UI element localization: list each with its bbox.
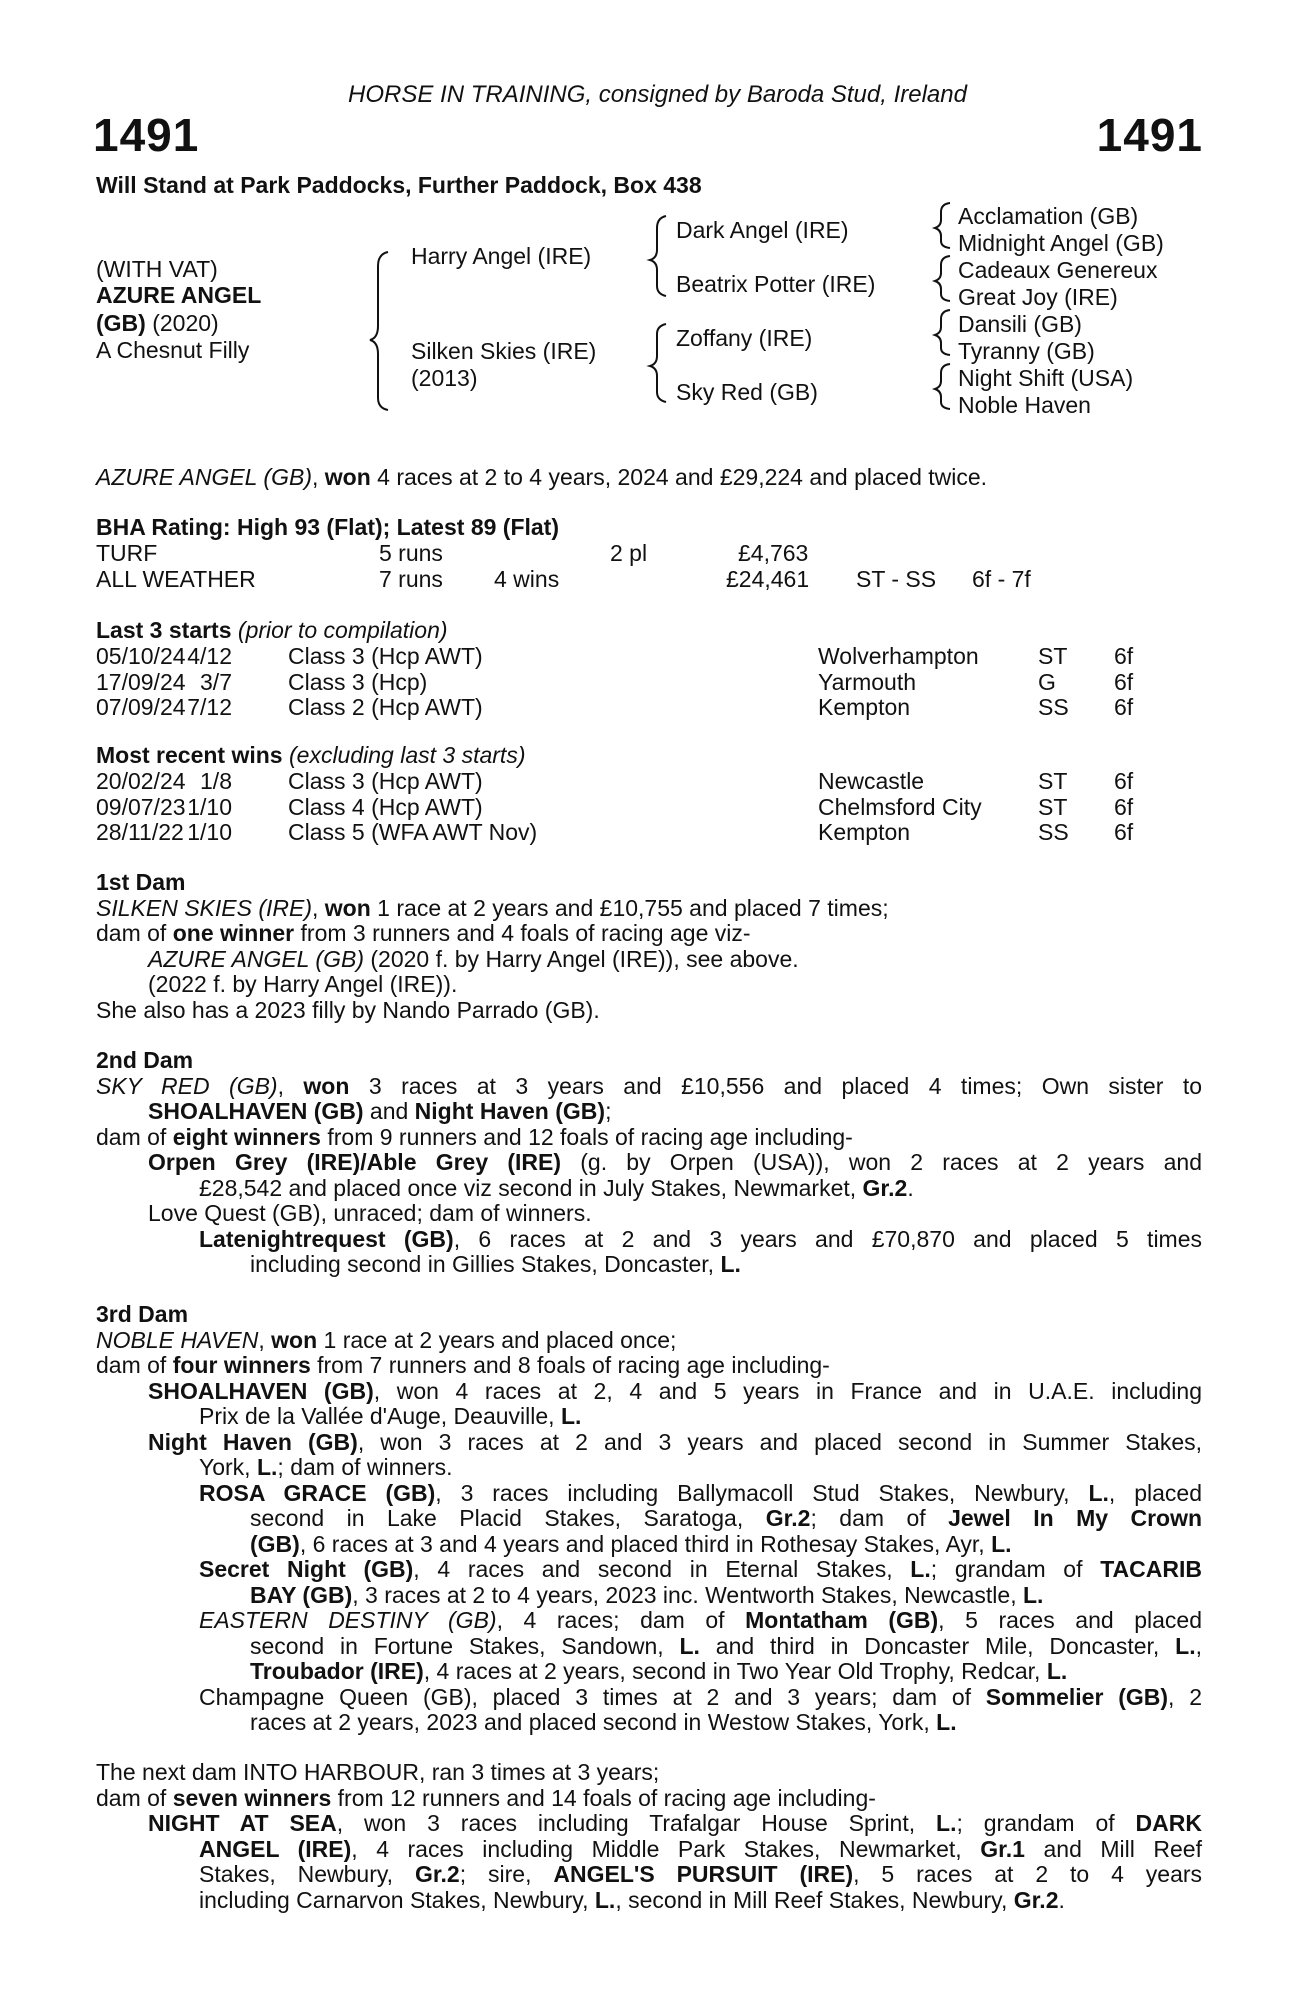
race-cell: Wolverhampton <box>818 643 979 669</box>
vat-label: (WITH VAT) <box>96 256 218 282</box>
second-dam-line: including second in Gillies Stakes, Doncaster, L. <box>250 1251 741 1277</box>
lot-number-right: 1491 <box>1096 109 1203 161</box>
first-dam-line: She also has a 2023 filly by Nando Parrado (GB). <box>96 996 600 1023</box>
race-cell: Kempton <box>818 694 911 720</box>
third-dam-line: SHOALHAVEN (GB), won 4 races at 2, 4 and 5 years in France and in U.A.E. including <box>148 1377 1202 1404</box>
first-dam-line: SILKEN SKIES (IRE), won 1 race at 2 years and £10,755 and placed 7 times; <box>96 894 889 921</box>
race-cell: Class 3 (Hcp) <box>288 668 428 695</box>
second-dam-heading: 2nd Dam <box>96 1047 194 1073</box>
race-cell: Kempton <box>818 819 911 845</box>
next-dam-line: dam of seven winners from 12 runners and 14 foals of racing age including- <box>96 1784 876 1811</box>
race-cell: 6f <box>1114 668 1134 695</box>
third-dam-line: EASTERN DESTINY (GB), 4 races; dam of Montatham (GB), 5 races and placed <box>199 1607 1202 1633</box>
race-cell: Newcastle <box>818 768 925 794</box>
race-cell: 20/02/24 <box>96 768 186 794</box>
race-cell: ST <box>1038 793 1068 820</box>
race-row <box>96 819 1202 845</box>
third-dam-line: Champagne Queen (GB), placed 3 times at 2 and 3 years; dam of Sommelier (GB), 2 <box>199 1683 1202 1710</box>
race-cell: Class 3 (Hcp AWT) <box>288 643 483 669</box>
race-cell: Class 2 (Hcp AWT) <box>288 694 483 720</box>
second-dam-line: SHOALHAVEN (GB) and Night Haven (GB); <box>148 1098 612 1124</box>
third-dam-line: Night Haven (GB), won 3 races at 2 and 3 years and placed second in Summer Stakes, <box>148 1428 1202 1455</box>
race-cell: SS <box>1038 819 1069 845</box>
first-dam-section <box>96 870 1202 1023</box>
third-dam-line: Secret Night (GB), 4 races and second in Eternal Stakes, L.; grandam of TACARIB <box>199 1556 1202 1582</box>
next-dam-line: The next dam INTO HARBOUR, ran 3 times at 3 years; <box>96 1759 660 1785</box>
race-cell: 3/7 <box>200 668 232 695</box>
first-dam-line: dam of one winner from 3 runners and 4 foals of racing age viz- <box>96 920 751 946</box>
sire-sire: Dark Angel (IRE) <box>676 217 849 243</box>
third-dam-line: dam of four winners from 7 runners and 8 foals of racing age including- <box>96 1352 830 1378</box>
race-cell: 6f <box>1114 643 1134 669</box>
dam-sire: Zoffany (IRE) <box>676 325 813 351</box>
second-dam-section <box>96 1048 1202 1278</box>
third-dam-line: Prix de la Vallée d'Auge, Deauville, L. <box>199 1403 582 1429</box>
ssd: Midnight Angel (GB) <box>958 230 1164 256</box>
first-dam-line: (2022 f. by Harry Angel (IRE)). <box>148 971 458 997</box>
sire-dam: Beatrix Potter (IRE) <box>676 271 876 297</box>
stand-location: Will Stand at Park Paddocks, Further Paddock, Box 438 <box>96 172 702 198</box>
third-dam-line: second in Fortune Stakes, Sandown, L. and third in Doncaster Mile, Doncaster, L., <box>250 1632 1202 1659</box>
race-cell: SS <box>1038 694 1069 720</box>
sire-name: Harry Angel (IRE) <box>411 243 592 269</box>
third-dam-line: Troubador (IRE), 4 races at 2 years, second in Two Year Old Trophy, Redcar, L. <box>250 1658 1068 1684</box>
race-row <box>96 794 1202 820</box>
race-cell: 17/09/24 <box>96 668 186 695</box>
recent-wins-heading: Most recent wins (excluding last 3 starts) <box>96 742 526 768</box>
race-cell: 6f <box>1114 768 1134 794</box>
third-dam-line: ROSA GRACE (GB), 3 races including Ballymacoll Stud Stakes, Newbury, L., placed <box>199 1479 1202 1506</box>
next-dam-line: Stakes, Newbury, Gr.2; sire, ANGEL'S PURSUIT (IRE), 5 races at 2 to 4 years <box>199 1861 1203 1887</box>
page-title: HORSE IN TRAINING, consigned by Baroda Stud, Ireland <box>348 81 967 108</box>
bha-rating: BHA Rating: High 93 (Flat); Latest 89 (Flat) <box>96 514 559 540</box>
next-dam-line: NIGHT AT SEA, won 3 races including Trafalgar House Sprint, L.; grandam of DARK <box>148 1810 1202 1836</box>
race-row <box>96 643 1202 669</box>
first-dam-line: AZURE ANGEL (GB) (2020 f. by Harry Angel (IRE)), see above. <box>148 945 799 972</box>
dam-dam: Sky Red (GB) <box>676 379 818 405</box>
third-dam-line: second in Lake Placid Stakes, Saratoga, Gr.2; dam of Jewel In My Crown <box>250 1505 1203 1531</box>
race-cell: 6f <box>1114 793 1134 820</box>
race-summary: AZURE ANGEL (GB), won 4 races at 2 to 4 years, 2024 and £29,224 and placed twice. <box>96 464 988 490</box>
sdd: Great Joy (IRE) <box>958 284 1118 310</box>
dsd: Tyranny (GB) <box>958 338 1095 364</box>
race-row <box>96 669 1202 695</box>
race-cell: Class 4 (Hcp AWT) <box>288 793 483 820</box>
third-dam-line: races at 2 years, 2023 and placed second in Westow Stakes, York, L. <box>250 1709 957 1735</box>
race-cell: 6f <box>1114 694 1134 720</box>
dds: Night Shift (USA) <box>958 365 1134 391</box>
horse-origin-year: (GB) (2020) <box>96 310 219 336</box>
race-cell: ST <box>1038 643 1068 669</box>
next-dam-section <box>96 1760 1202 1913</box>
race-cell: G <box>1038 668 1056 695</box>
dam-name: Silken Skies (IRE) <box>411 338 597 364</box>
third-dam-section <box>96 1302 1202 1736</box>
race-cell: 1/8 <box>200 768 232 794</box>
race-cell: Yarmouth <box>818 668 917 695</box>
sss: Acclamation (GB) <box>958 203 1139 229</box>
race-row <box>96 768 1202 794</box>
ddd: Noble Haven <box>958 392 1091 418</box>
third-dam-line: York, L.; dam of winners. <box>199 1454 453 1480</box>
second-dam-line: SKY RED (GB), won 3 races at 3 years and £10,556 and placed 4 times; Own sister to <box>96 1072 1202 1099</box>
race-cell: 28/11/22 <box>96 819 184 845</box>
race-cell: 6f <box>1114 819 1134 845</box>
dss: Dansili (GB) <box>958 311 1082 337</box>
third-dam-line: BAY (GB), 3 races at 2 to 4 years, 2023 inc. Wentworth Stakes, Newcastle, L. <box>250 1581 1044 1608</box>
race-cell: 4/12 <box>187 643 232 669</box>
second-dam-line: Latenightrequest (GB), 6 races at 2 and 3 years and £70,870 and placed 5 times <box>199 1225 1203 1252</box>
second-dam-line: Love Quest (GB), unraced; dam of winners. <box>148 1200 592 1226</box>
next-dam-line: ANGEL (IRE), 4 races including Middle Park Stakes, Newmarket, Gr.1 and Mill Reef <box>199 1835 1202 1862</box>
second-dam-line: £28,542 and placed once viz second in July Stakes, Newmarket, Gr.2. <box>199 1174 914 1201</box>
race-row <box>96 694 1202 720</box>
horse-name: AZURE ANGEL <box>96 282 262 308</box>
race-cell: Chelmsford City <box>818 793 982 820</box>
sds: Cadeaux Genereux <box>958 257 1158 283</box>
dam-year: (2013) <box>411 365 478 391</box>
race-cell: 7/12 <box>187 694 232 720</box>
race-cell: 1/10 <box>187 819 232 845</box>
race-cell: 05/10/24 <box>96 643 186 669</box>
third-dam-heading: 3rd Dam <box>96 1301 189 1327</box>
next-dam-line: including Carnarvon Stakes, Newbury, L., second in Mill Reef Stakes, Newbury, Gr.2. <box>199 1886 1065 1913</box>
race-cell: 09/07/23 <box>96 793 186 820</box>
second-dam-line: dam of eight winners from 9 runners and 12 foals of racing age including- <box>96 1123 853 1150</box>
third-dam-line: (GB), 6 races at 3 and 4 years and placed third in Rothesay Stakes, Ayr, L. <box>250 1530 1012 1557</box>
catalogue-page: HORSE IN TRAINING, consigned by Baroda Stud, Ireland 1491 1491 Will Stand at Park Paddocks, Further Paddock, Box 438 (WITH VAT) AZURE ANGEL (GB) (2020) A Chesnut Filly Harry Angel (IRE) Silken Skies (IRE) (2013) Dark Angel (IRE) Beatrix Potter (IRE) Zoffany (IRE) Sky Red (GB) Acclamation (GB) Midnight Angel (GB) Cadeaux Genereux Great Joy (IRE) Dansili (GB) Tyranny (GB) Night Shift (USA) Noble Haven AZURE ANGEL (GB), won 4 races at 2 to 4 years, 2024 and £29,224 and placed twice. BHA Rating: High 93 (Flat); Latest 89 (Flat) TURF 5 runs 2 pl £4,763 ALL WEATHER 7 runs 4 wins £24,461 ST - SS 6f - 7f Last 3 starts (prior to compilation) 05/10/24 4/12 Class 3 (Hcp AWT) Wolverhampton ST 6f 17/09/24 3/7 Class 3 (Hcp) Yarmouth G 6f 07/09/24 7/12 Class 2 (Hcp AWT) Kempton SS 6f Most recent wins (excluding last 3 starts) 20/02/24 1/8 Class 3 (Hcp AWT) Newcastle ST 6f 09/07/23 1/10 Class 4 (Hcp AWT) Chelmsford City ST 6f 28/11/22 1/10 Class 5 (WFA AWT Nov) Kempton SS 6f 1st Dam SILKEN SKIES (IRE), won 1 race at 2 years and £10,755 and placed 7 times; dam of one winner from 3 runners and 4 foals of racing age viz- AZURE ANGEL (GB) (2020 f. by Harry Angel (IRE)), see above. (2022 f. by Harry Angel (IRE)). She also has a 2023 filly by Nando Parrado (GB). 2nd Dam SKY RED (GB), won 3 races at 3 years and £10,556 and placed 4 times; Own sister to SHOALHAVEN (GB) and Night Haven (GB); dam of eight winners from 9 runners and 12 foals of racing age including- Orpen Grey (IRE)/Able Grey (IRE) (g. by Orpen (USA)), won 2 races at 2 years and £28,542 and placed once viz second in July Stakes, Newmarket, Gr.2. Love Quest (GB), unraced; dam of winners. Latenightrequest (GB), 6 races at 2 and 3 years and £70,870 and placed 5 times including second in Gillies Stakes, Doncaster, L. 3rd Dam NOBLE HAVEN, won 1 race at 2 years and placed once; dam of four winners from 7 runners and 8 foals of racing age including- SHOALHAVEN (GB), won 4 races at 2, 4 and 5 years in France and in U.A.E. including Prix de la Vallée d'Auge, Deauville, L. Night Haven (GB), won 3 races at 2 and 3 years and placed second in Summer Stakes, York, L.; dam of winners. ROSA GRACE (GB), 3 races including Ballymacoll Stud Stakes, Newbury, L., placed second in Lake Placid Stakes, Saratoga, Gr.2; dam of Jewel In My Crown (GB), 6 races at 3 and 4 years and placed third in Rothesay Stakes, Ayr, L. Secret Night (GB), 4 races and second in Eternal Stakes, L.; grandam of TACARIB BAY (GB), 3 races at 2 to 4 years, 2023 inc. Wentworth Stakes, Newcastle, L. EASTERN DESTINY (GB), 4 races; dam of Montatham (GB), 5 races and placed second in Fortune Stakes, Sandown, L. and third in Doncaster Mile, Doncaster, L., Troubador (IRE), 4 races at 2 years, second in Two Year Old Trophy, Redcar, L. Champagne Queen (GB), placed 3 times at 2 and 3 years; dam of Sommelier (GB), 2 races at 2 years, 2023 and placed second in Westow Stakes, York, L. The next dam INTO HARBOUR, ran 3 times at 3 years; dam of seven winners from 12 runners and 14 foals of racing age including- NIGHT AT SEA, won 3 races including Trafalgar House Sprint, L.; grandam of DARK ANGEL (IRE), 4 races including Middle Park Stakes, Newmarket, Gr.1 and Mill Reef Stakes, Newbury, Gr.2; sire, ANGEL'S PURSUIT (IRE), 5 races at 2 to 4 years including Carnarvon Stakes, Newbury, L., second in Mill Reef Stakes, Newbury, Gr.2. <box>0 0 1315 2000</box>
horse-description: A Chesnut Filly <box>96 337 250 363</box>
race-cell: ST <box>1038 768 1068 794</box>
second-dam-line: Orpen Grey (IRE)/Able Grey (IRE) (g. by Orpen (USA)), won 2 races at 2 years and <box>148 1149 1202 1175</box>
third-dam-line: NOBLE HAVEN, won 1 race at 2 years and placed once; <box>96 1326 677 1353</box>
race-cell: 07/09/24 <box>96 694 186 720</box>
race-cell: 1/10 <box>187 793 232 820</box>
race-cell: Class 5 (WFA AWT Nov) <box>288 819 538 845</box>
lot-number-left: 1491 <box>93 109 200 161</box>
race-cell: Class 3 (Hcp AWT) <box>288 768 483 794</box>
first-dam-heading: 1st Dam <box>96 869 186 895</box>
last3-heading: Last 3 starts (prior to compilation) <box>96 617 448 643</box>
